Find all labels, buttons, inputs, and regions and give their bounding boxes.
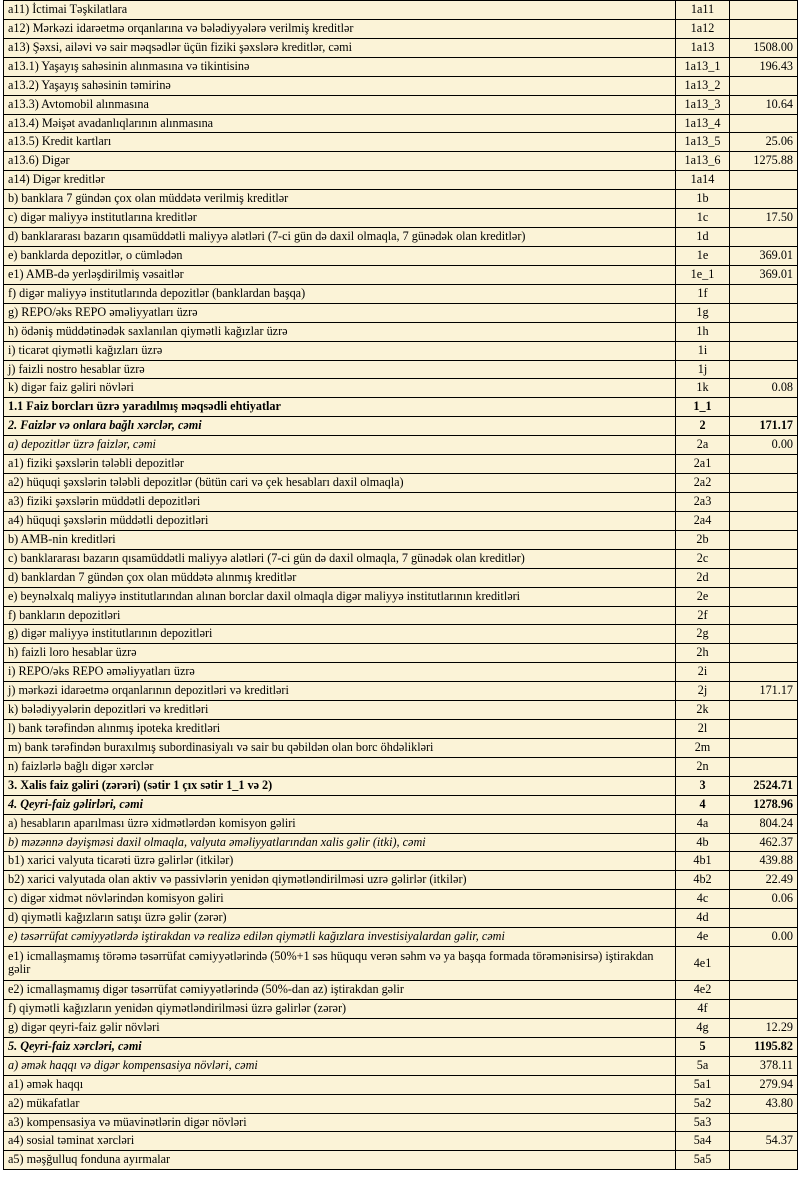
row-label: i) REPO/əks REPO əməliyyatları üzrə (4, 663, 676, 682)
table-row (4, 341, 798, 360)
table-row (4, 1151, 798, 1170)
row-code: 1i (676, 341, 730, 360)
row-value: 54.37 (730, 1132, 798, 1151)
row-value: 2524.71 (730, 776, 798, 795)
row-value: 0.06 (730, 890, 798, 909)
row-value (730, 625, 798, 644)
row-value (730, 76, 798, 95)
row-label: a12) Mərkəzi idarəetmə orqanlarına və bələdiyyələrə verilmiş kreditlər (4, 19, 676, 38)
row-label: a5) məşğulluq fonduna ayırmalar (4, 1151, 676, 1170)
row-code: 1a13_5 (676, 133, 730, 152)
row-code: 5a5 (676, 1151, 730, 1170)
row-code: 2l (676, 720, 730, 739)
row-label: g) digər qeyri-faiz gəlir növləri (4, 1018, 676, 1037)
row-value (730, 171, 798, 190)
table-row (4, 1000, 798, 1019)
row-code: 1e (676, 246, 730, 265)
row-value (730, 947, 798, 981)
table-row (4, 833, 798, 852)
row-value: 22.49 (730, 871, 798, 890)
table-row (4, 549, 798, 568)
row-label: f) bankların depozitləri (4, 606, 676, 625)
row-label: e1) icmallaşmamış törəmə təsərrüfat cəmiyyətlərində (50%+1 səs hüququ verən səhm və ya başqa formada törəmənisirsə) iştirakdan gəlir (4, 947, 676, 981)
row-value (730, 284, 798, 303)
row-code: 2d (676, 568, 730, 587)
row-code: 5a1 (676, 1075, 730, 1094)
row-code: 5a4 (676, 1132, 730, 1151)
row-label: a4) sosial təminat xərcləri (4, 1132, 676, 1151)
row-code: 1a13_4 (676, 114, 730, 133)
row-label: a4) hüquqi şəxslərin müddətli depozitləri (4, 511, 676, 530)
table-row (4, 701, 798, 720)
row-value: 196.43 (730, 57, 798, 76)
row-label: n) faizlərlə bağlı digər xərclər (4, 757, 676, 776)
row-label: a13.6) Digər (4, 152, 676, 171)
row-code: 1a14 (676, 171, 730, 190)
row-value (730, 114, 798, 133)
row-code: 5a2 (676, 1094, 730, 1113)
table-row (4, 909, 798, 928)
row-value: 1195.82 (730, 1037, 798, 1056)
row-value (730, 568, 798, 587)
row-value (730, 190, 798, 209)
row-label: e) banklarda depozitlər, o cümlədən (4, 246, 676, 265)
table-row (4, 171, 798, 190)
table-row (4, 890, 798, 909)
table-row (4, 928, 798, 947)
row-value (730, 701, 798, 720)
table-row (4, 644, 798, 663)
row-code: 1g (676, 303, 730, 322)
row-label: k) bələdiyyələrin depozitləri və kreditləri (4, 701, 676, 720)
table-row (4, 1094, 798, 1113)
table-row (4, 1018, 798, 1037)
row-code: 2h (676, 644, 730, 663)
row-value: 25.06 (730, 133, 798, 152)
row-value (730, 228, 798, 247)
row-label: a2) hüquqi şəxslərin tələbli depozitlər (bütün cari və çek hesabları daxil olmaqla) (4, 474, 676, 493)
row-value (730, 303, 798, 322)
row-label: b2) xarici valyutada olan aktiv və passivlərin yenidən qiymətləndirilməsi uzrə gəlirlər (itkilər) (4, 871, 676, 890)
row-value (730, 511, 798, 530)
row-value (730, 455, 798, 474)
row-label: e) təsərrüfat cəmiyyətlərdə iştirakdan və realizə edilən qiymətli kağızlara investisiyalardan gəlir, cəmi (4, 928, 676, 947)
table-row (4, 379, 798, 398)
table-row (4, 265, 798, 284)
row-value: 0.08 (730, 379, 798, 398)
row-code: 4f (676, 1000, 730, 1019)
table-row (4, 76, 798, 95)
row-code: 2n (676, 757, 730, 776)
row-value (730, 757, 798, 776)
table-row (4, 1132, 798, 1151)
row-value (730, 587, 798, 606)
table-row (4, 1075, 798, 1094)
row-value (730, 530, 798, 549)
table-row (4, 871, 798, 890)
row-value: 171.17 (730, 682, 798, 701)
row-code: 1a13_1 (676, 57, 730, 76)
row-code: 2a4 (676, 511, 730, 530)
row-value: 12.29 (730, 1018, 798, 1037)
row-code: 1a13_3 (676, 95, 730, 114)
row-code: 5a (676, 1056, 730, 1075)
row-code: 1d (676, 228, 730, 247)
table-row (4, 1056, 798, 1075)
row-label: d) qiymətli kağızların satışı üzrə gəlir (zərər) (4, 909, 676, 928)
row-label: e) beynəlxalq maliyyə institutlarından alınan borclar daxil olmaqla digər maliyyə institutlarının kreditləri (4, 587, 676, 606)
row-value (730, 981, 798, 1000)
row-label: c) digər maliyyə institutlarına kreditlər (4, 209, 676, 228)
row-code: 5a3 (676, 1113, 730, 1132)
row-label: c) banklararası bazarın qısamüddətli maliyyə alətləri (7-ci gün də daxil olmaqla, 7 günədək olan kreditlər) (4, 549, 676, 568)
table-row (4, 511, 798, 530)
row-code: 1c (676, 209, 730, 228)
row-code: 2g (676, 625, 730, 644)
row-code: 4e (676, 928, 730, 947)
row-code: 4a (676, 814, 730, 833)
row-code: 4e2 (676, 981, 730, 1000)
table-row (4, 398, 798, 417)
row-value (730, 549, 798, 568)
row-label: e2) icmallaşmamış digər təsərrüfat cəmiyyətlərində (50%-dan az) iştirakdan gəlir (4, 981, 676, 1000)
row-label: h) faizli loro hesablar üzrə (4, 644, 676, 663)
table-row (4, 474, 798, 493)
row-code: 1e_1 (676, 265, 730, 284)
table-row (4, 663, 798, 682)
row-label: i) ticarət qiymətli kağızları üzrə (4, 341, 676, 360)
table-row (4, 133, 798, 152)
table-row (4, 530, 798, 549)
row-value (730, 492, 798, 511)
row-label: b1) xarici valyuta ticarəti üzrə gəlirlər (itkilər) (4, 852, 676, 871)
row-value (730, 341, 798, 360)
row-label: a) əmək haqqı və digər kompensasiya növləri, cəmi (4, 1056, 676, 1075)
row-value: 10.64 (730, 95, 798, 114)
row-code: 3 (676, 776, 730, 795)
row-value: 369.01 (730, 265, 798, 284)
row-label: b) AMB-nin kreditləri (4, 530, 676, 549)
row-code: 4b2 (676, 871, 730, 890)
row-code: 1a11 (676, 1, 730, 20)
table-row (4, 738, 798, 757)
row-value (730, 663, 798, 682)
row-label: f) digər maliyyə institutlarında depozitlər (banklardan başqa) (4, 284, 676, 303)
row-label: b) banklara 7 gündən çox olan müddətə verilmiş kreditlər (4, 190, 676, 209)
financial-table (3, 0, 798, 1170)
table-row (4, 436, 798, 455)
table-row (4, 587, 798, 606)
table-row (4, 625, 798, 644)
table-row (4, 947, 798, 981)
row-code: 2m (676, 738, 730, 757)
row-value (730, 360, 798, 379)
row-code: 1b (676, 190, 730, 209)
row-code: 1k (676, 379, 730, 398)
row-code: 1a13_2 (676, 76, 730, 95)
table-row (4, 1, 798, 20)
row-code: 2a2 (676, 474, 730, 493)
row-label: g) digər maliyyə institutlarının depozitləri (4, 625, 676, 644)
table-row (4, 303, 798, 322)
table-row (4, 814, 798, 833)
table-row (4, 246, 798, 265)
row-value (730, 738, 798, 757)
row-code: 4d (676, 909, 730, 928)
row-label: a) depozitlər üzrə faizlər, cəmi (4, 436, 676, 455)
table-row (4, 360, 798, 379)
row-label: 3. Xalis faiz gəliri (zərəri) (sətir 1 çıx sətir 1_1 və 2) (4, 776, 676, 795)
row-label: a14) Digər kreditlər (4, 171, 676, 190)
row-label: h) ödəniş müddətinədək saxlanılan qiymətli kağızlar üzrə (4, 322, 676, 341)
row-value: 1278.96 (730, 795, 798, 814)
row-value: 462.37 (730, 833, 798, 852)
row-value: 369.01 (730, 246, 798, 265)
row-code: 2 (676, 417, 730, 436)
row-code: 2c (676, 549, 730, 568)
row-code: 2e (676, 587, 730, 606)
row-value: 17.50 (730, 209, 798, 228)
table-row (4, 209, 798, 228)
row-code: 4e1 (676, 947, 730, 981)
row-code: 1a13 (676, 38, 730, 57)
row-code: 1h (676, 322, 730, 341)
row-label: a13.3) Avtomobil alınmasına (4, 95, 676, 114)
table-row (4, 190, 798, 209)
row-value: 1275.88 (730, 152, 798, 171)
row-value: 804.24 (730, 814, 798, 833)
row-label: a1) fiziki şəxslərin tələbli depozitlər (4, 455, 676, 474)
row-code: 2k (676, 701, 730, 720)
row-label: f) qiymətli kağızların yenidən qiymətləndirilməsi üzrə gəlirlər (zərər) (4, 1000, 676, 1019)
table-row (4, 492, 798, 511)
row-code: 5 (676, 1037, 730, 1056)
row-code: 4b (676, 833, 730, 852)
row-code: 4 (676, 795, 730, 814)
row-value (730, 398, 798, 417)
row-code: 2j (676, 682, 730, 701)
table-row (4, 1113, 798, 1132)
row-label: a13.1) Yaşayış sahəsinin alınmasına və tikintisinə (4, 57, 676, 76)
table-row (4, 417, 798, 436)
row-label: a) hesabların aparılması üzrə xidmətlərdən komisyon gəliri (4, 814, 676, 833)
table-row (4, 322, 798, 341)
table-row (4, 1037, 798, 1056)
row-label: a3) kompensasiya və müavinətlərin digər növləri (4, 1113, 676, 1132)
row-value (730, 474, 798, 493)
row-value (730, 1000, 798, 1019)
row-value: 1508.00 (730, 38, 798, 57)
row-label: 5. Qeyri-faiz xərcləri, cəmi (4, 1037, 676, 1056)
row-label: d) banklardan 7 gündən çox olan müddətə alınmış kreditlər (4, 568, 676, 587)
table-row (4, 795, 798, 814)
row-value: 439.88 (730, 852, 798, 871)
row-label: a13.5) Kredit kartları (4, 133, 676, 152)
row-code: 2a3 (676, 492, 730, 511)
row-value (730, 909, 798, 928)
row-value (730, 1, 798, 20)
table-row (4, 606, 798, 625)
row-label: c) digər xidmət növlərindən komisyon gəliri (4, 890, 676, 909)
row-label: a13) Şəxsi, ailəvi və sair məqsədlər üçün fiziki şəxslərə kreditlər, cəmi (4, 38, 676, 57)
row-code: 4c (676, 890, 730, 909)
table-row (4, 38, 798, 57)
row-label: j) faizli nostro hesablar üzrə (4, 360, 676, 379)
table-row (4, 757, 798, 776)
row-value: 378.11 (730, 1056, 798, 1075)
row-code: 1f (676, 284, 730, 303)
row-value (730, 19, 798, 38)
row-code: 2f (676, 606, 730, 625)
row-label: 2. Faizlər və onlara bağlı xərclər, cəmi (4, 417, 676, 436)
row-value: 279.94 (730, 1075, 798, 1094)
table-row (4, 568, 798, 587)
row-code: 2a (676, 436, 730, 455)
row-label: e1) AMB-də yerləşdirilmiş vəsaitlər (4, 265, 676, 284)
row-value: 171.17 (730, 417, 798, 436)
row-label: a13.2) Yaşayış sahəsinin təmirinə (4, 76, 676, 95)
row-value (730, 1113, 798, 1132)
table-row (4, 114, 798, 133)
row-code: 1_1 (676, 398, 730, 417)
row-code: 4g (676, 1018, 730, 1037)
row-label: l) bank tərəfindən alınmış ipoteka kreditləri (4, 720, 676, 739)
table-row (4, 284, 798, 303)
row-value (730, 606, 798, 625)
row-value: 0.00 (730, 928, 798, 947)
row-label: b) məzənnə dəyişməsi daxil olmaqla, valyuta əməliyyatlarından xalis gəlir (itki), cəmi (4, 833, 676, 852)
row-label: 1.1 Faiz borcları üzrə yaradılmış məqsədli ehtiyatlar (4, 398, 676, 417)
row-value (730, 720, 798, 739)
row-value (730, 322, 798, 341)
row-code: 2b (676, 530, 730, 549)
table-row (4, 57, 798, 76)
table-row (4, 852, 798, 871)
row-label: d) banklararası bazarın qısamüddətli maliyyə alətləri (7-ci gün də daxil olmaqla, 7 günədək olan kreditlər) (4, 228, 676, 247)
row-value (730, 1151, 798, 1170)
row-label: j) mərkəzi idarəetmə orqanlarının depozitləri və kreditləri (4, 682, 676, 701)
row-label: g) REPO/əks REPO əməliyyatları üzrə (4, 303, 676, 322)
table-row (4, 720, 798, 739)
table-row (4, 152, 798, 171)
table-row (4, 455, 798, 474)
row-label: a3) fiziki şəxslərin müddətli depozitləri (4, 492, 676, 511)
row-code: 4b1 (676, 852, 730, 871)
row-value: 43.80 (730, 1094, 798, 1113)
table-row (4, 19, 798, 38)
row-label: m) bank tərəfindən buraxılmış subordinasiyalı və sair bu qəbildən olan borc öhdəlikləri (4, 738, 676, 757)
row-code: 1j (676, 360, 730, 379)
row-value (730, 644, 798, 663)
row-label: a2) mükafatlar (4, 1094, 676, 1113)
row-code: 2i (676, 663, 730, 682)
table-row (4, 228, 798, 247)
row-code: 1a13_6 (676, 152, 730, 171)
table-body (4, 1, 798, 1170)
table-row (4, 981, 798, 1000)
row-code: 2a1 (676, 455, 730, 474)
row-code: 1a12 (676, 19, 730, 38)
table-row (4, 776, 798, 795)
table-row (4, 95, 798, 114)
table-row (4, 682, 798, 701)
row-label: a13.4) Məişət avadanlıqlarının alınmasına (4, 114, 676, 133)
row-value: 0.00 (730, 436, 798, 455)
row-label: a11) İctimai Təşkilatlara (4, 1, 676, 20)
row-label: 4. Qeyri-faiz gəlirləri, cəmi (4, 795, 676, 814)
row-label: k) digər faiz gəliri növləri (4, 379, 676, 398)
row-label: a1) əmək haqqı (4, 1075, 676, 1094)
